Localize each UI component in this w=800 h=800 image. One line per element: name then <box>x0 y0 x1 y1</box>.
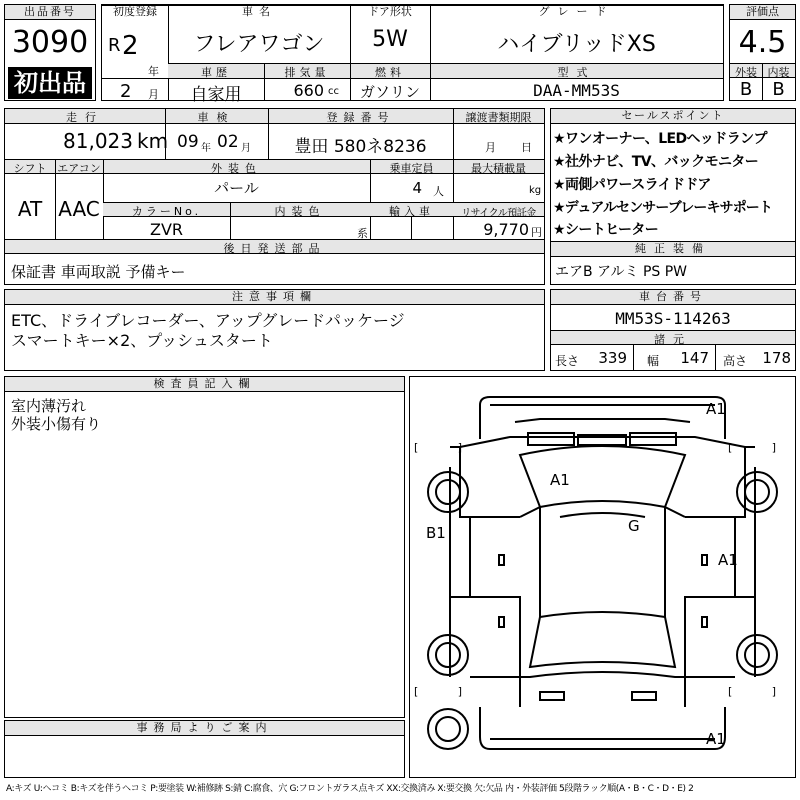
exterior-label: 外装 <box>735 66 757 79</box>
max-load-label: 最大積載量 <box>471 162 526 175</box>
inspection-month-unit: 月 <box>241 143 251 154</box>
damage-mark-windshield: G <box>628 517 640 535</box>
model-label: 型式 <box>557 66 596 79</box>
damage-mark-front-bumper: A1 <box>706 400 726 418</box>
shift: AT <box>17 197 43 221</box>
exterior-grade: B <box>739 79 753 100</box>
mileage-label: 走行 <box>66 111 104 124</box>
notes-label: 注意事項欄 <box>5 290 544 305</box>
legend: A:キズ U:ヘコミ B:キズを伴うヘコミ P:要塗装 W:補修跡 S:錆 C:腐食、穴 G:フロントガラス点キズ XX:交換済み X:要交換 欠:欠品 内・外装評価 5段階ラック順(A・B・C・D・E) 2 <box>6 784 694 794</box>
ac-label: エアコン <box>57 162 101 175</box>
first-reg-month: 2 <box>120 81 132 102</box>
mileage-unit: km <box>137 129 169 153</box>
shift-label: シフト <box>13 162 47 175</box>
damage-mark-left-door: B1 <box>426 524 446 542</box>
color-no-label: カラーNo. <box>131 205 202 218</box>
sales-point-3: ★両側パワースライドドア <box>553 177 711 193</box>
length-label: 長さ <box>555 354 580 368</box>
lot-number-box <box>4 4 96 101</box>
delivery-label: 後日発送部品 <box>223 242 326 255</box>
recycle-label: リサイクル預託金 <box>461 208 536 219</box>
vehicle-info-box <box>101 4 724 105</box>
mileage: 81,023 <box>63 129 133 153</box>
inspection-year: 09 <box>177 132 199 152</box>
recycle-amount: 9,770 <box>483 220 529 239</box>
chassis-label: 車台番号 <box>551 290 795 305</box>
bracket-left-rear: [ ] <box>414 685 481 698</box>
door-type: 5W <box>372 27 408 52</box>
inspection-month: 02 <box>217 132 239 152</box>
bracket-right-rear: [ ] <box>728 685 795 698</box>
inspection-label: 車検 <box>197 111 236 124</box>
grade-label: グレード <box>538 5 615 18</box>
height-value: 178 <box>762 349 791 367</box>
transfer-day: 日 <box>521 141 532 154</box>
plate-number: 豊田 580ネ8236 <box>294 137 427 157</box>
equipment-value: エアB アルミ PS PW <box>555 264 688 280</box>
inspector-label: 検査員記入欄 <box>5 377 404 392</box>
score-label: 評価点 <box>730 5 795 20</box>
year-unit: 年 <box>148 65 159 78</box>
inspector-note-1: 室内薄汚れ <box>11 397 87 415</box>
int-color-label: 内装色 <box>274 205 326 218</box>
lot-number: 3090 <box>11 25 89 60</box>
grade: ハイブリッドXS <box>497 32 656 57</box>
plate-label: 登録番号 <box>326 111 395 124</box>
height-label: 高さ <box>723 354 748 368</box>
equipment-box <box>550 241 796 285</box>
chassis-box <box>550 289 796 371</box>
car-name-label: 車名 <box>242 5 276 18</box>
capacity-label: 乗車定員 <box>389 162 434 175</box>
delivery-items: 保証書 車両取説 予備キー <box>11 263 186 281</box>
sales-point-4: ★デュアルセンサーブレーキサポート <box>553 200 773 216</box>
office-label: 事務局よりご案内 <box>5 721 404 736</box>
score: 4.5 <box>738 25 787 60</box>
month-unit: 月 <box>148 88 159 101</box>
specs-label: 諸元 <box>654 333 692 346</box>
ext-color-label: 外装色 <box>211 162 262 175</box>
first-reg-era: R <box>108 35 121 56</box>
damage-mark-hood: A1 <box>550 471 570 489</box>
interior-grade: B <box>772 79 785 100</box>
history-label: 車歴 <box>201 66 231 79</box>
max-load-unit: kg <box>529 185 542 196</box>
displacement-unit: cc <box>328 86 339 97</box>
recycle-unit: 円 <box>531 226 542 239</box>
sales-point-2: ★社外ナビ、TV、バックモニター <box>553 154 759 170</box>
chassis-number: MM53S-114263 <box>615 309 731 328</box>
bracket-left-front: [ ] <box>414 441 481 454</box>
transfer-month: 月 <box>485 141 496 154</box>
inspector-box <box>4 376 405 718</box>
interior-label: 内装 <box>767 66 790 79</box>
int-color-suffix: 系 <box>357 227 368 240</box>
notes-line-2: スマートキー×2、プッシュスタート <box>11 331 273 350</box>
ac: AAC <box>58 197 100 221</box>
first-listing-badge: 初出品 <box>8 67 92 99</box>
transfer-label: 譲渡書類期限 <box>465 111 532 124</box>
history: 自家用 <box>190 85 242 105</box>
fuel: ガソリン <box>359 83 420 101</box>
displacement: 660 <box>293 81 324 100</box>
car-diagram-box <box>409 376 796 778</box>
width-label: 幅 <box>647 354 660 368</box>
capacity: 4 <box>412 179 422 197</box>
capacity-unit: 人 <box>433 185 444 198</box>
displacement-label: 排気量 <box>284 66 330 79</box>
damage-mark-right-door: A1 <box>718 551 738 569</box>
width-value: 147 <box>680 349 709 367</box>
office-box <box>4 720 405 778</box>
sales-point-5: ★シートヒーター <box>553 222 659 238</box>
import-label: 輸入車 <box>389 205 434 218</box>
sales-points-label: セールスポイント <box>551 109 795 124</box>
door-type-label: ドア形状 <box>368 5 412 18</box>
score-box <box>729 4 796 101</box>
car-diagram <box>410 377 795 777</box>
sales-points-box <box>550 108 796 242</box>
car-name: フレアワゴン <box>193 32 325 57</box>
sales-point-1: ★ワンオーナー、LEDヘッドランプ <box>553 131 767 147</box>
details-box <box>4 108 545 285</box>
lot-number-label: 出品番号 <box>5 5 95 20</box>
first-registration-label: 初度登録 <box>113 5 157 18</box>
fuel-label: 燃料 <box>375 66 405 79</box>
first-reg-year: 2 <box>122 31 139 61</box>
ext-color: パール <box>214 179 259 197</box>
inspection-year-unit: 年 <box>201 143 211 154</box>
equipment-label: 純正装備 <box>551 242 795 257</box>
damage-mark-rear-bumper: A1 <box>706 730 726 748</box>
color-no: ZVR <box>149 220 184 239</box>
bracket-right-front: [ ] <box>728 441 795 454</box>
notes-box <box>4 289 545 371</box>
length-value: 339 <box>598 349 627 367</box>
notes-line-1: ETC、ドライブレコーダー、アップグレードパッケージ <box>11 311 405 330</box>
inspector-note-2: 外装小傷有り <box>11 415 102 433</box>
model: DAA-MM53S <box>533 81 620 100</box>
